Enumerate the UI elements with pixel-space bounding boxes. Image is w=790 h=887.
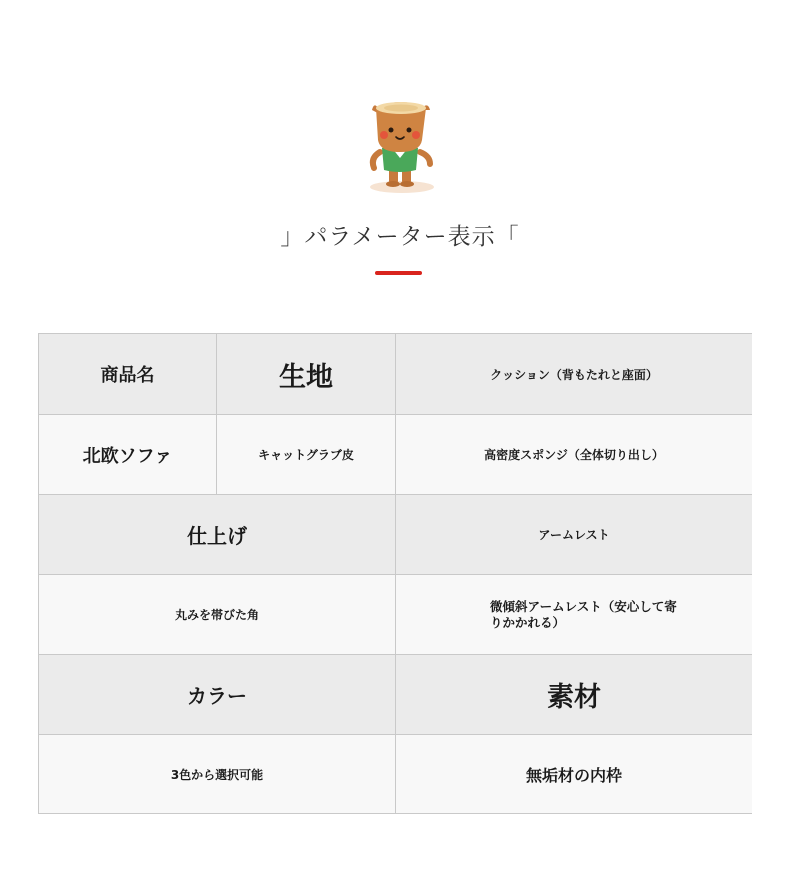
label-product-name: 商品名 xyxy=(39,334,217,415)
value-cushion: 高密度スポンジ（全体切り出し） xyxy=(396,415,752,495)
value-material: 無垢材の内枠 xyxy=(396,735,752,813)
label-fabric: 生地 xyxy=(217,334,396,415)
label-armrest: アームレスト xyxy=(396,495,752,575)
label-material: 素材 xyxy=(396,655,752,735)
label-color: カラー xyxy=(39,655,396,735)
wooden-stump-mascot-icon xyxy=(362,98,438,196)
value-color: 3色から選択可能 xyxy=(39,735,396,813)
label-cushion: クッション（背もたれと座面） xyxy=(396,334,752,415)
spec-table xyxy=(38,333,752,814)
page-title: 」パラメーター表示「 xyxy=(280,224,520,250)
value-fabric: キャットグラブ皮 xyxy=(217,415,396,495)
value-armrest: 微傾斜アームレスト（安心して寄りかかれる） xyxy=(396,575,752,655)
label-finish: 仕上げ xyxy=(39,495,396,575)
value-product-name: 北欧ソファ xyxy=(39,415,217,495)
title-underline xyxy=(375,271,422,275)
value-finish: 丸みを帯びた角 xyxy=(39,575,396,655)
